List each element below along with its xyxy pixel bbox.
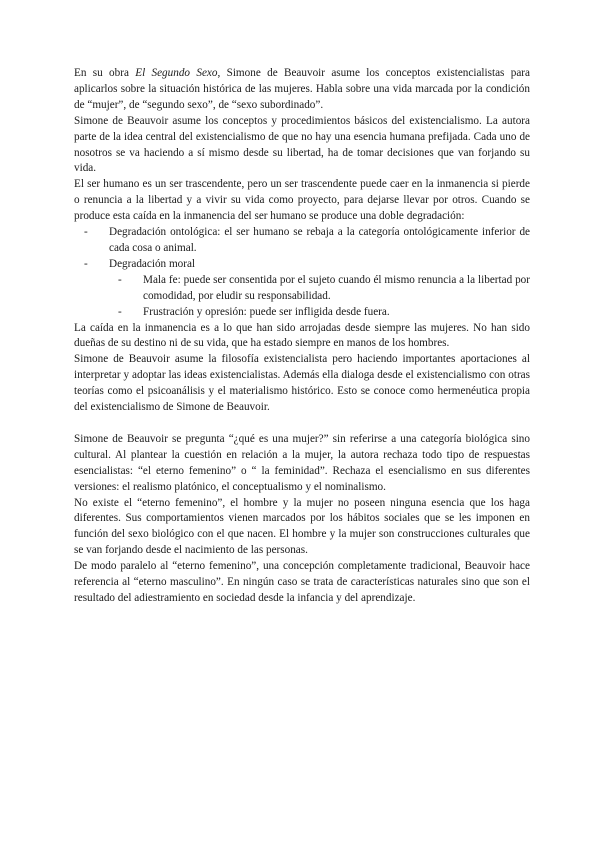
paragraph-women-immanence: La caída en la inmanencia es a lo que han sido arrojadas desde siempre las mujeres. No han sido dueñas de su destino ni de su vida, que ha estado siempre en manos de los hombres. (74, 321, 530, 350)
sublist-item-frustration (118, 305, 530, 321)
list-item-text: Degradación moral (109, 257, 196, 270)
list-item-ontological (84, 225, 530, 257)
paragraph-transcendence: El ser humano es un ser trascendente, pero un ser trascendente puede caer en la inmanencia si pierde o renuncia a la libertad y a vivir su vida como proyecto, para dejarse llevar por otros. Cuando se produce esta caída en la inmanencia del ser humano se produce una doble degradación: (74, 178, 530, 223)
list-dash: - (84, 226, 88, 239)
paragraph-what-is-woman: Simone de Beauvoir se pregunta “¿qué es una mujer?” sin referirse a una categoría biológica sino cultural. Al plantear la cuestión en relación a la mujer, la autora rechaza todo tipo de respuestas esencialistas: “el eterno femenino” o “ la feminidad”. Rechaza el esencialismo en sus diferentes versiones: el realismo platónico, el conceptualismo y el nominalismo. (74, 432, 530, 493)
paragraph-gap (74, 416, 530, 432)
list-item-text: Degradación ontológica: el ser humano se rebaja a la categoría ontológicamente inferior de cada cosa o animal. (109, 226, 530, 254)
document-body (74, 66, 530, 607)
list-dash: - (84, 257, 88, 270)
intro-text-before-title: En su obra (74, 67, 136, 79)
list-item-text: Mala fe: puede ser consentida por el sujeto cuando él mismo renuncia a la libertad por comodidad, por eludir su responsabilidad. (143, 273, 530, 302)
list-item-moral (84, 257, 530, 273)
list-dash: - (118, 305, 122, 318)
paragraph-existentialism: Simone de Beauvoir asume los conceptos y procedimientos básicos del existencialismo. La autora parte de la idea central del existencialismo de que no hay una esencia humana prefijada. Cada uno de nosotros se va haciendo a sí mismo desde su libertad, ha de tomar decisiones que van forjando su vida. (74, 114, 530, 175)
intro-text-after-title: , Simone de Beauvoir asume los conceptos existencialistas para aplicarlos sobre la situación histórica de las mujeres. Habla sobre una vida marcada por la condición de “mujer”, de “segundo sexo”, de “sexo subordinado”. (74, 67, 530, 111)
book-title: El Segundo Sexo (135, 67, 218, 79)
paragraph-eternal-masculine: De modo paralelo al “eterno femenino”, una concepción completamente tradicional, Beauvoir hace referencia al “eterno masculino”. En ningún caso se trata de características naturales sino que son el resultado del adiestramiento en sociedad desde la infancia y del aprendizaje. (74, 560, 530, 604)
paragraph-intro (74, 66, 530, 114)
list-item-text: Frustración y opresión: puede ser infligida desde fuera. (143, 305, 390, 318)
paragraph-eternal-feminine: No existe el “eterno femenino”, el hombre y la mujer no poseen ninguna esencia que los haga diferentes. Sus comportamientos vienen marcados por los hábitos sociales que se les imponen en función del sexo biológico con el que nacen. El hombre y la mujer son construcciones culturales que se van forjando desde el nacimiento de las personas. (74, 496, 530, 557)
sublist-item-bad-faith (118, 273, 530, 305)
paragraph-hermeneutics: Simone de Beauvoir asume la filosofía existencialista pero haciendo importantes aportaciones al interpretar y adoptar las ideas existencialistas. Además ella dialoga desde el existencialismo con otras teorías como el psicoanálisis y el materialismo histórico. Esto se conoce como hermenéutica propia del existencialismo de Simone de Beauvoir. (74, 353, 530, 414)
list-dash: - (118, 273, 122, 286)
